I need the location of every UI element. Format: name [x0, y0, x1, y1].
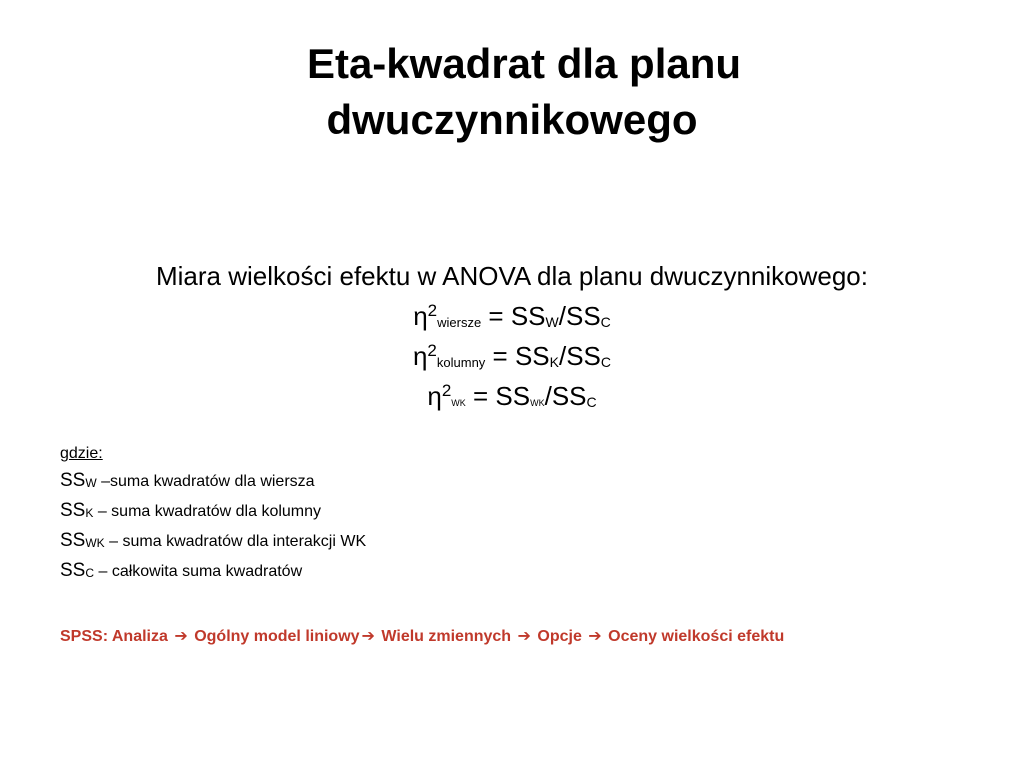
- legend-item-k: [60, 497, 366, 527]
- legend-intro: gdzie:: [60, 445, 103, 462]
- spss-step-model: Ogólny model liniowy: [194, 628, 360, 645]
- legend-item-w: [60, 467, 366, 497]
- legend-item-wk: [60, 527, 366, 557]
- legend-item-c: [60, 557, 366, 587]
- spss-path: [60, 626, 784, 646]
- legend-text: – suma kwadratów dla interakcji WK: [104, 533, 367, 550]
- legend-block: [60, 440, 366, 587]
- legend-text: –suma kwadratów dla wiersza: [96, 473, 315, 490]
- slide-title: [0, 36, 1024, 148]
- power: 2: [427, 301, 438, 320]
- spss-step-analiza: SPSS: Analiza: [60, 628, 168, 645]
- legend-text: – całkowita suma kwadratów: [94, 563, 303, 580]
- ss-symbol: SS: [60, 470, 86, 491]
- ss-subscript: WK: [85, 536, 105, 550]
- ss-subscript: C: [85, 566, 95, 580]
- formula-block: [0, 256, 1024, 416]
- spss-step-oceny: Oceny wielkości efektu: [608, 628, 785, 645]
- formula-subscript: kolumny: [436, 355, 486, 370]
- spss-step-opcje: Opcje: [537, 628, 582, 645]
- eta-symbol: η: [427, 381, 442, 411]
- formula-subscript: WK: [451, 398, 466, 408]
- ss-symbol: SS: [60, 530, 86, 551]
- title-line-1: Eta-kwadrat dla planu: [306, 40, 742, 87]
- arrow-right-icon: ➔: [517, 628, 531, 645]
- arrow-right-icon: ➔: [361, 628, 375, 645]
- ss-subscript: K: [85, 506, 94, 520]
- equals-ss: = SS: [481, 301, 546, 331]
- spss-step-wielu: Wielu zmiennych: [381, 628, 512, 645]
- denominator-sub: C: [600, 354, 612, 370]
- power: 2: [441, 381, 452, 400]
- denominator-sub: C: [586, 394, 597, 410]
- arrow-right-icon: ➔: [588, 628, 602, 645]
- legend-text: – suma kwadratów dla kolumny: [93, 503, 322, 520]
- slash-ss: /SS: [558, 301, 601, 331]
- denominator-sub: C: [600, 314, 611, 330]
- arrow-right-icon: ➔: [174, 628, 188, 645]
- ss-symbol: SS: [60, 500, 86, 521]
- ss-subscript: W: [85, 476, 97, 490]
- equals-ss: = SS: [485, 341, 550, 371]
- numerator-sub: WK: [530, 398, 545, 408]
- formula-subscript: wiersze: [437, 315, 482, 330]
- slash-ss: /SS: [544, 381, 587, 411]
- numerator-sub: W: [545, 314, 559, 330]
- slash-ss: /SS: [558, 341, 601, 371]
- eta-symbol: η: [412, 341, 428, 371]
- formula-wiersze: [0, 296, 1024, 336]
- ss-symbol: SS: [60, 560, 86, 581]
- title-line-2: dwuczynnikowego: [326, 96, 698, 143]
- power: 2: [427, 341, 437, 360]
- intro-text: Miara wielkości efektu w ANOVA dla planu dwuczynnikowego:: [156, 261, 868, 291]
- eta-symbol: η: [413, 301, 428, 331]
- equals-ss: = SS: [465, 381, 531, 411]
- formula-kolumny: [0, 336, 1024, 376]
- formula-wk: [0, 376, 1024, 416]
- numerator-sub: K: [549, 354, 559, 370]
